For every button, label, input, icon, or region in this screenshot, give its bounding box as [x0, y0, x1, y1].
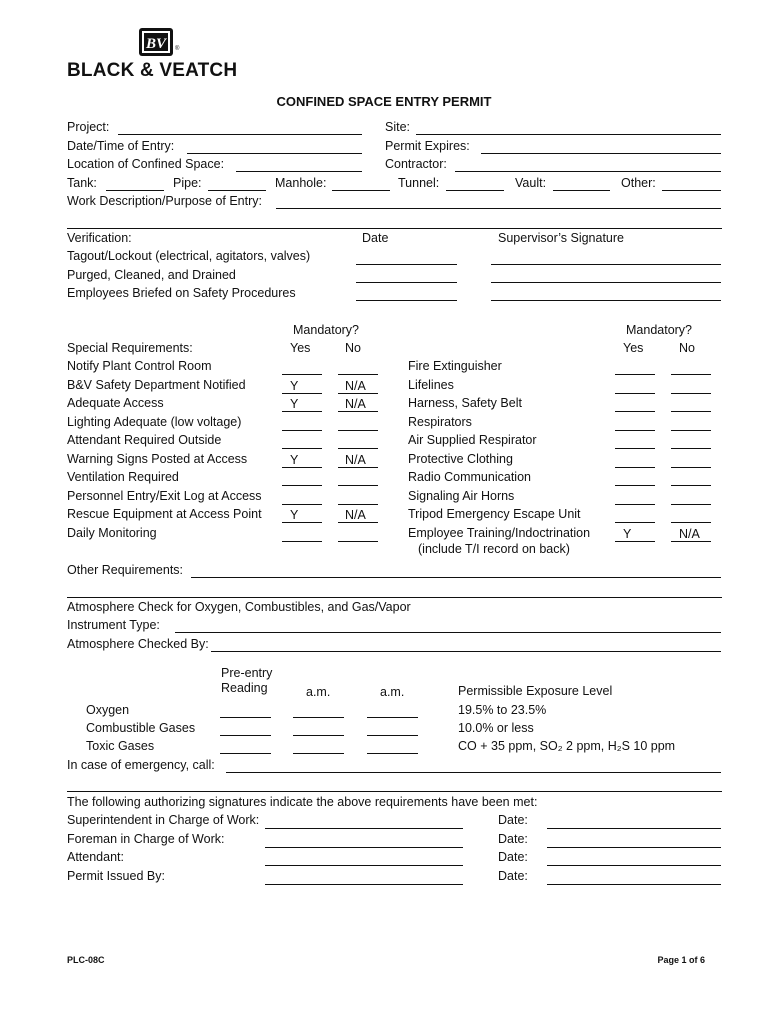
- signature-date-label: Date:: [498, 868, 528, 883]
- verification-signature-field[interactable]: [491, 300, 721, 301]
- pel-value: 10.0% or less: [458, 721, 534, 735]
- manhole-label: Manhole:: [275, 176, 327, 190]
- equipment-label: Tripod Emergency Escape Unit: [408, 507, 581, 521]
- other-requirements-field[interactable]: [191, 577, 721, 578]
- special-requirements-heading: Special Requirements:: [67, 341, 193, 355]
- instrument-type-label: Instrument Type:: [67, 618, 160, 632]
- special-requirement-label: Attendant Required Outside: [67, 433, 222, 447]
- logo-lettering: BV: [145, 36, 167, 52]
- am-reading-field[interactable]: [293, 735, 344, 736]
- equipment-yes-field[interactable]: [615, 430, 655, 431]
- tunnel-field[interactable]: [446, 190, 504, 191]
- form-title: CONFINED SPACE ENTRY PERMIT: [276, 94, 492, 109]
- pel-heading: Permissible Exposure Level: [458, 684, 613, 698]
- special-requirement-label: Rescue Equipment at Access Point: [67, 507, 262, 521]
- verification-date-heading: Date: [362, 231, 389, 245]
- am-heading-1: a.m.: [306, 685, 331, 699]
- equipment-yes-field[interactable]: [615, 448, 655, 449]
- equipment-no-field[interactable]: [671, 411, 711, 412]
- special-requirement-label: Lighting Adequate (low voltage): [67, 414, 242, 429]
- special-requirement-label: Daily Monitoring: [67, 525, 157, 540]
- equipment-yes-field[interactable]: [615, 541, 655, 542]
- section-divider: [67, 228, 722, 229]
- special-no-field[interactable]: [338, 541, 378, 542]
- special-requirement-label: Ventilation Required: [67, 470, 179, 484]
- emergency-label: In case of emergency, call:: [67, 758, 215, 772]
- manhole-field[interactable]: [332, 190, 390, 191]
- verification-date-field[interactable]: [356, 300, 457, 301]
- special-yes-field[interactable]: [282, 411, 322, 412]
- equipment-label: Radio Communication: [408, 470, 531, 484]
- equipment-label: Fire Extinguisher: [408, 359, 502, 373]
- other-requirements-label: Other Requirements:: [67, 563, 184, 577]
- pipe-field[interactable]: [208, 190, 266, 191]
- supervisor-signature-heading: Supervisor’s Signature: [498, 231, 624, 245]
- section-divider: [67, 791, 722, 792]
- equipment-label: Signaling Air Horns: [408, 488, 515, 503]
- preentry-reading-field[interactable]: [220, 717, 271, 718]
- page-number: Page 1 of 6: [657, 955, 705, 965]
- equipment-yes-field[interactable]: [615, 411, 655, 412]
- site-label: Site:: [385, 120, 411, 134]
- special-no-field[interactable]: [338, 522, 378, 523]
- special-no-value: N/A: [345, 452, 366, 467]
- special-yes-field[interactable]: [282, 374, 322, 375]
- equipment-yes-value: Y: [623, 526, 632, 541]
- signature-date-field[interactable]: [547, 884, 721, 885]
- no-heading-left: No: [345, 341, 361, 355]
- registered-mark: ®: [175, 46, 180, 52]
- signature-date-field[interactable]: [547, 847, 721, 848]
- special-no-value: N/A: [345, 508, 366, 522]
- signature-label: Superintendent in Charge of Work:: [67, 813, 260, 827]
- verification-item: Tagout/Lockout (electrical, agitators, valves): [67, 249, 311, 263]
- signature-label: Foreman in Charge of Work:: [67, 831, 225, 846]
- date-time-label: Date/Time of Entry:: [67, 139, 175, 153]
- yes-heading-right: Yes: [623, 341, 644, 355]
- special-no-field[interactable]: [338, 485, 378, 486]
- equipment-label: Air Supplied Respirator: [408, 433, 537, 447]
- pel-value: CO + 35 ppm, SO₂ 2 ppm, H₂S 10 ppm: [458, 739, 676, 753]
- work-description-field[interactable]: [276, 208, 721, 209]
- signature-date-label: Date:: [498, 813, 528, 827]
- signature-date-field[interactable]: [547, 865, 721, 866]
- preentry-heading: Pre-entry: [221, 666, 273, 680]
- vault-label: Vault:: [515, 176, 547, 190]
- special-yes-value: Y: [290, 452, 299, 467]
- verification-item: Purged, Cleaned, and Drained: [67, 268, 236, 282]
- equipment-label: Lifelines: [408, 377, 454, 392]
- pel-value: 19.5% to 23.5%: [458, 703, 547, 717]
- special-yes-field[interactable]: [282, 541, 322, 542]
- verification-date-field[interactable]: [356, 282, 457, 283]
- special-no-field[interactable]: [338, 411, 378, 412]
- am-reading-field[interactable]: [367, 717, 418, 718]
- other-label: Other:: [621, 176, 656, 190]
- special-yes-field[interactable]: [282, 485, 322, 486]
- special-yes-value: Y: [290, 508, 299, 522]
- am-reading-field[interactable]: [367, 753, 418, 754]
- verification-date-field[interactable]: [356, 264, 457, 265]
- equipment-yes-field[interactable]: [615, 504, 655, 505]
- equipment-no-value: N/A: [679, 526, 700, 541]
- checked-by-field[interactable]: [211, 651, 721, 652]
- permit-expires-label: Permit Expires:: [385, 139, 470, 153]
- equipment-yes-field[interactable]: [615, 374, 655, 375]
- tunnel-label: Tunnel:: [398, 176, 440, 190]
- site-field[interactable]: [416, 134, 721, 135]
- special-requirement-label: Adequate Access: [67, 396, 164, 410]
- mandatory-heading-right: Mandatory?: [626, 323, 693, 337]
- equipment-no-field[interactable]: [671, 448, 711, 449]
- equipment-label: Respirators: [408, 414, 472, 429]
- company-name: BLACK & VEATCH: [67, 60, 238, 81]
- equipment-yes-field[interactable]: [615, 485, 655, 486]
- section-divider: [67, 597, 722, 598]
- special-yes-field[interactable]: [282, 504, 322, 505]
- special-yes-field[interactable]: [282, 522, 322, 523]
- equipment-label: Protective Clothing: [408, 451, 513, 466]
- work-description-label: Work Description/Purpose of Entry:: [67, 194, 262, 208]
- equipment-no-field[interactable]: [671, 522, 711, 523]
- special-requirement-label: Notify Plant Control Room: [67, 359, 212, 373]
- special-yes-value: Y: [290, 397, 299, 411]
- tank-label: Tank:: [67, 176, 97, 190]
- signature-date-label: Date:: [498, 850, 528, 864]
- signature-field[interactable]: [265, 828, 463, 829]
- equipment-yes-field[interactable]: [615, 393, 655, 394]
- training-note: (include T/I record on back): [418, 542, 570, 556]
- am-reading-field[interactable]: [293, 717, 344, 718]
- equipment-label: Harness, Safety Belt: [408, 396, 522, 410]
- equipment-no-field[interactable]: [671, 541, 711, 542]
- special-no-field[interactable]: [338, 504, 378, 505]
- am-heading-2: a.m.: [380, 685, 405, 699]
- vault-field[interactable]: [553, 190, 610, 191]
- special-no-field[interactable]: [338, 374, 378, 375]
- location-label: Location of Confined Space:: [67, 157, 225, 171]
- special-requirement-label: B&V Safety Department Notified: [67, 377, 246, 392]
- equipment-label: Employee Training/Indoctrination: [408, 525, 591, 540]
- signature-date-field[interactable]: [547, 828, 721, 829]
- no-heading-right: No: [679, 341, 695, 355]
- permit-expires-field[interactable]: [481, 153, 721, 154]
- special-no-field[interactable]: [338, 448, 378, 449]
- signature-field[interactable]: [265, 865, 463, 866]
- signature-label: Permit Issued By:: [67, 868, 165, 883]
- tank-field[interactable]: [106, 190, 164, 191]
- special-yes-field[interactable]: [282, 467, 322, 468]
- special-yes-field[interactable]: [282, 448, 322, 449]
- mandatory-heading-left: Mandatory?: [293, 323, 360, 337]
- special-yes-field[interactable]: [282, 430, 322, 431]
- preentry-reading-field[interactable]: [220, 735, 271, 736]
- special-no-value: N/A: [345, 397, 366, 411]
- special-no-field[interactable]: [338, 430, 378, 431]
- gas-label: Oxygen: [86, 703, 130, 717]
- reading-heading: Reading: [221, 681, 268, 695]
- special-no-value: N/A: [345, 378, 366, 393]
- verification-heading: Verification:: [67, 231, 132, 245]
- am-reading-field[interactable]: [293, 753, 344, 754]
- company-logo-icon: [139, 28, 173, 56]
- special-requirement-label: Personnel Entry/Exit Log at Access: [67, 488, 262, 503]
- equipment-no-field[interactable]: [671, 430, 711, 431]
- form-code: PLC-08C: [67, 955, 105, 965]
- verification-signature-field[interactable]: [491, 264, 721, 265]
- equipment-no-field[interactable]: [671, 374, 711, 375]
- project-label: Project:: [67, 120, 110, 134]
- pipe-label: Pipe:: [173, 176, 202, 190]
- preentry-reading-field[interactable]: [220, 753, 271, 754]
- signatures-intro: The following authorizing signatures indicate the above requirements have been met:: [67, 795, 538, 809]
- signature-date-label: Date:: [498, 831, 528, 846]
- atmosphere-heading: Atmosphere Check for Oxygen, Combustibles, and Gas/Vapor: [67, 600, 411, 614]
- special-no-field[interactable]: [338, 467, 378, 468]
- verification-item: Employees Briefed on Safety Procedures: [67, 286, 296, 300]
- contractor-field[interactable]: [455, 171, 721, 172]
- date-time-field[interactable]: [187, 153, 362, 154]
- instrument-type-field[interactable]: [175, 632, 721, 633]
- am-reading-field[interactable]: [367, 735, 418, 736]
- special-yes-value: Y: [290, 378, 299, 393]
- contractor-label: Contractor:: [385, 157, 447, 171]
- signature-label: Attendant:: [67, 850, 124, 864]
- equipment-no-field[interactable]: [671, 467, 711, 468]
- special-requirement-label: Warning Signs Posted at Access: [67, 451, 248, 466]
- gas-label: Combustible Gases: [86, 721, 196, 735]
- special-yes-field[interactable]: [282, 393, 322, 394]
- signature-field[interactable]: [265, 884, 463, 885]
- signature-field[interactable]: [265, 847, 463, 848]
- emergency-contact-field[interactable]: [226, 772, 721, 773]
- equipment-no-field[interactable]: [671, 393, 711, 394]
- gas-label: Toxic Gases: [86, 739, 155, 753]
- equipment-yes-field[interactable]: [615, 522, 655, 523]
- equipment-no-field[interactable]: [671, 504, 711, 505]
- checked-by-label: Atmosphere Checked By:: [67, 637, 209, 651]
- project-field[interactable]: [118, 134, 362, 135]
- yes-heading-left: Yes: [290, 341, 311, 355]
- verification-signature-field[interactable]: [491, 282, 721, 283]
- equipment-yes-field[interactable]: [615, 467, 655, 468]
- other-field[interactable]: [662, 190, 721, 191]
- special-no-field[interactable]: [338, 393, 378, 394]
- location-field[interactable]: [236, 171, 362, 172]
- equipment-no-field[interactable]: [671, 485, 711, 486]
